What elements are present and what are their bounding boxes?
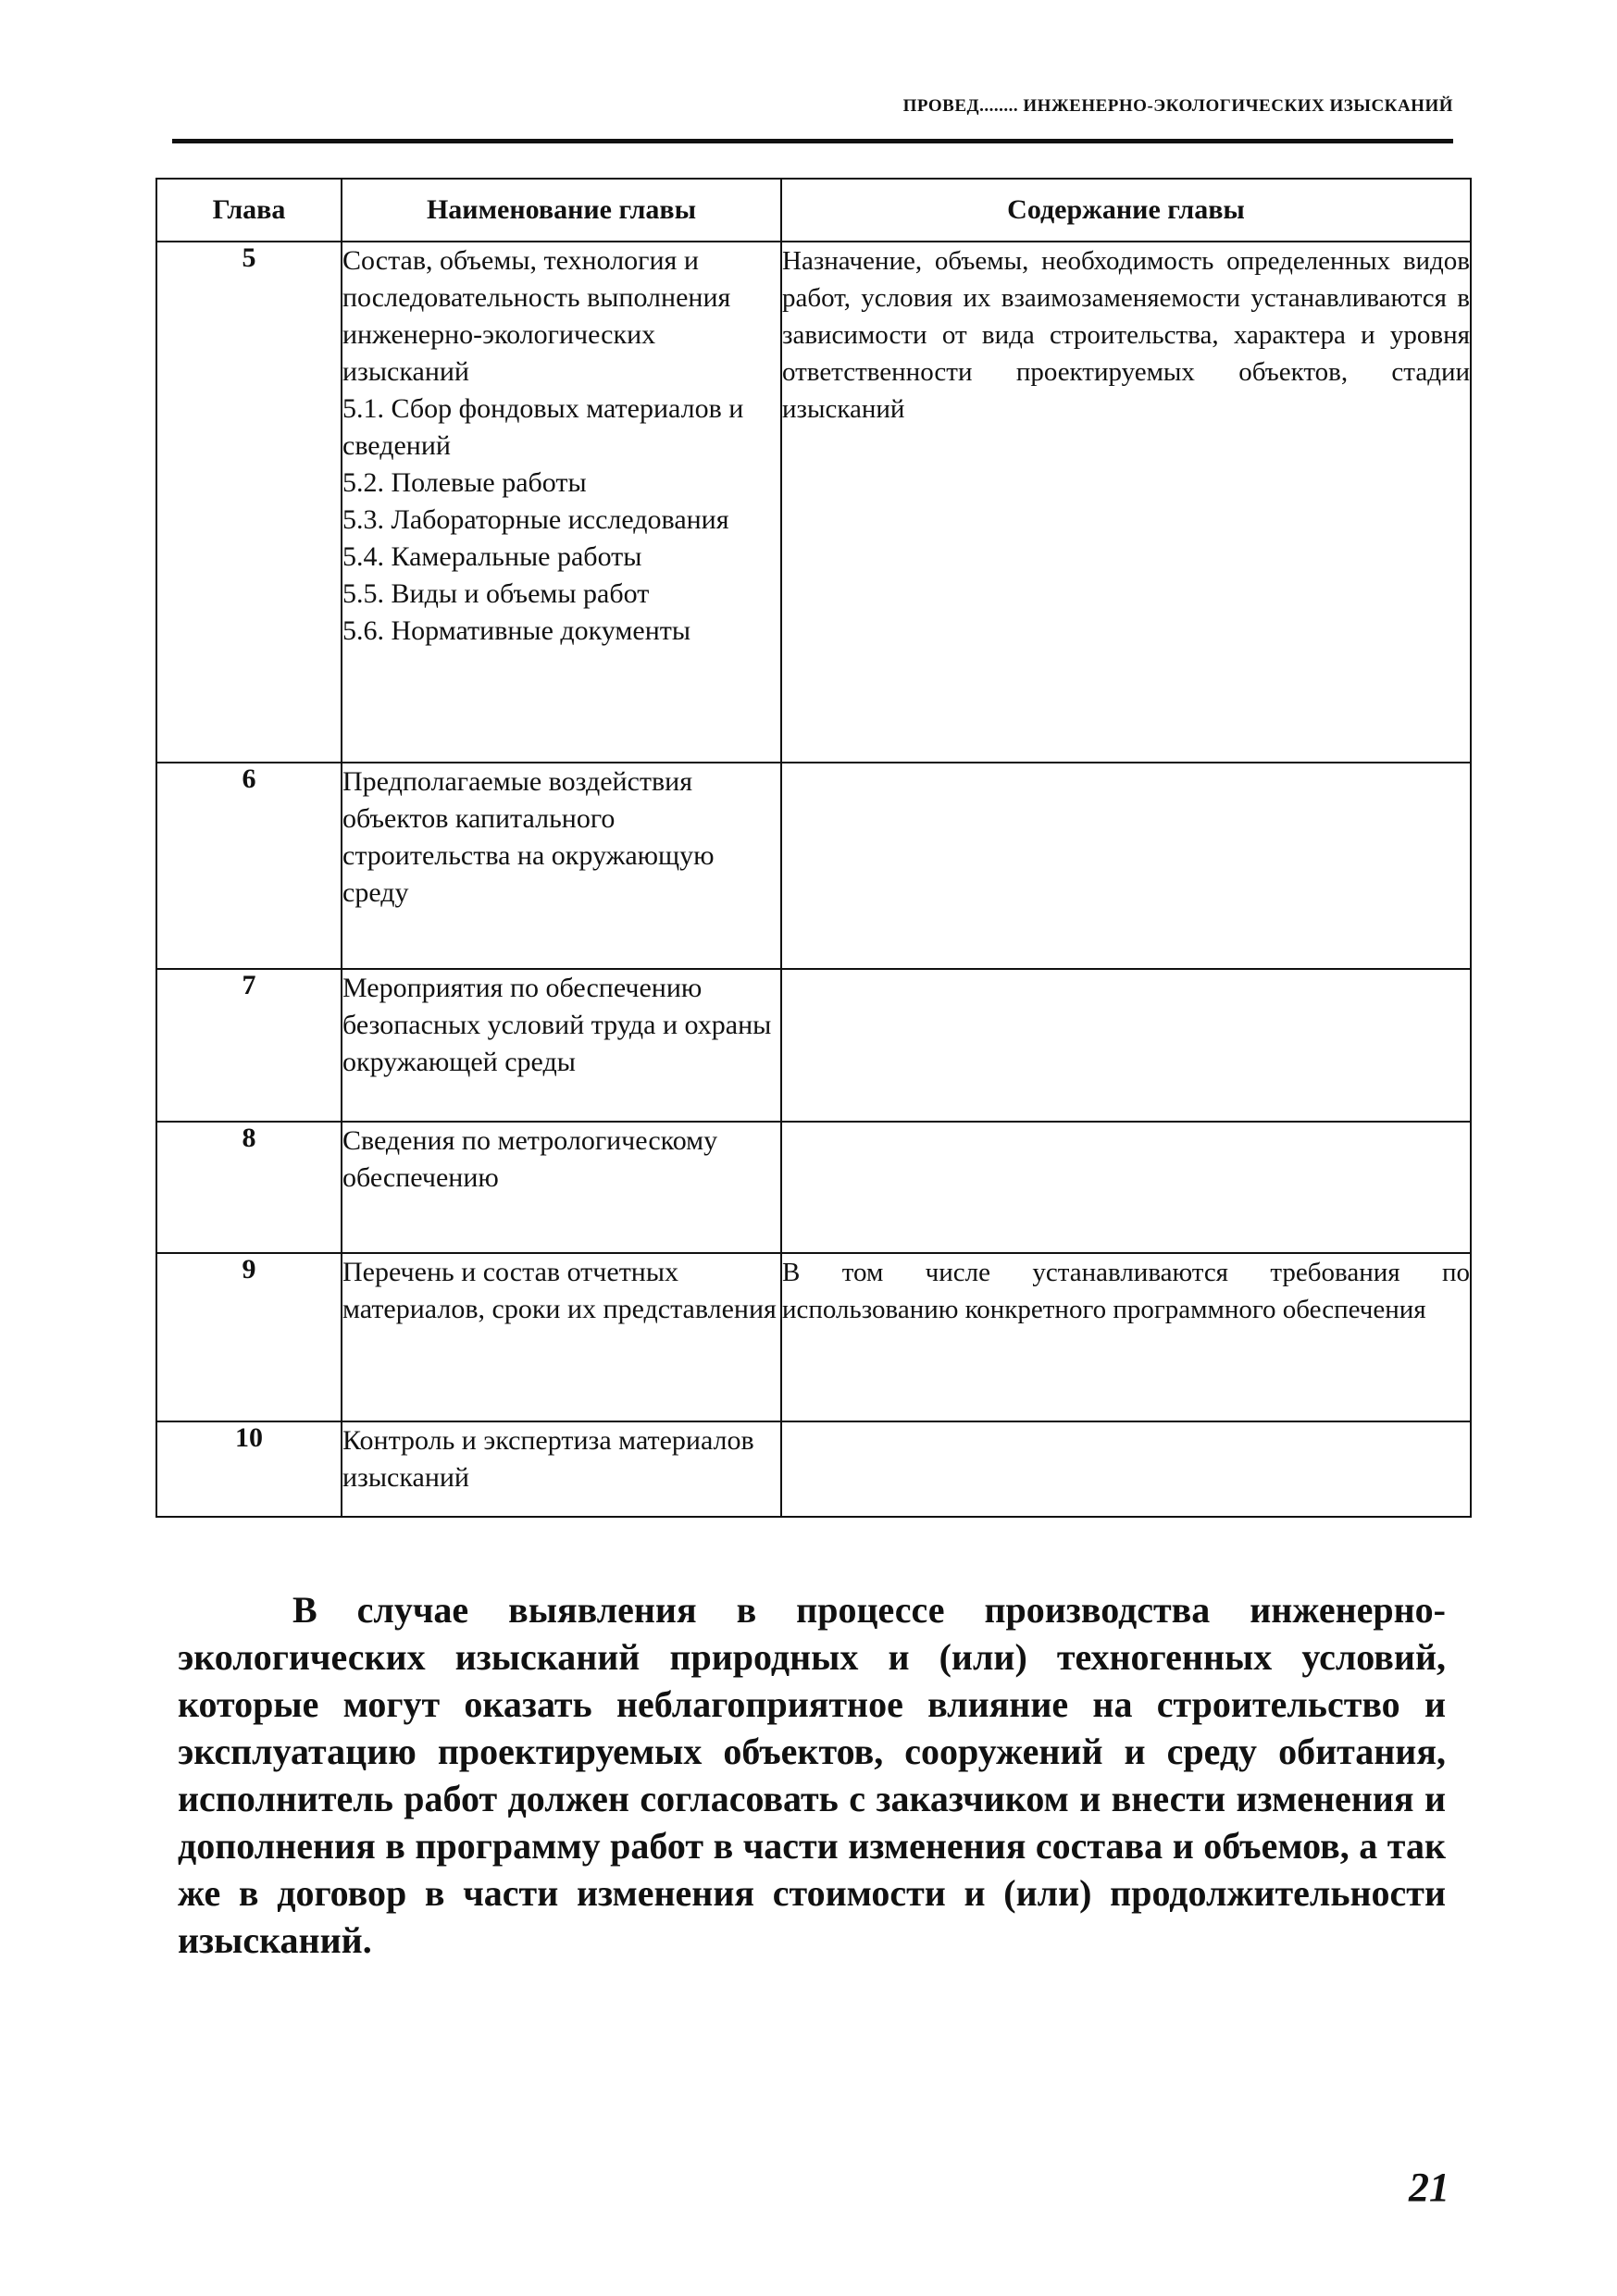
chapter-subsection: 5.6. Нормативные документы <box>342 615 691 646</box>
running-head: ПРОВЕД........ ИНЖЕНЕРНО-ЭКОЛОГИЧЕСКИХ ИЗЫСКАНИЙ <box>902 96 1453 116</box>
header-chapter: Глава <box>156 179 342 242</box>
chapter-title <box>342 1421 781 1517</box>
header-chapter-name: Наименование главы <box>342 179 781 242</box>
chapter-content: Назначение, объемы, необходимость определенных видов работ, условия их взаимозаменяемости устанавливаются в зависимости от вида строительства, характера и уровня ответственности проектируемых объектов, стадии изысканий <box>781 242 1471 763</box>
chapter-title <box>342 1122 781 1253</box>
page-number: 21 <box>1409 2165 1449 2210</box>
chapter-content: В том числе устанавливаются требования по использованию конкретного программного обеспечения <box>781 1253 1471 1421</box>
chapter-title-line: Сведения по метрологическому обеспечению <box>342 1125 718 1193</box>
chapter-number: 6 <box>156 763 342 969</box>
table-row <box>156 969 1471 1122</box>
header-rule <box>172 139 1453 143</box>
chapter-number: 5 <box>156 242 342 763</box>
table-row <box>156 1253 1471 1421</box>
chapter-subsection: 5.1. Сбор фондовых материалов и сведений <box>342 393 744 461</box>
table-row <box>156 1122 1471 1253</box>
chapter-title-line: Предполагаемые воздействия объектов капитального строительства на окружающую среду <box>342 766 715 908</box>
chapters-table <box>155 178 1472 1518</box>
chapter-title <box>342 242 781 763</box>
chapter-content <box>781 763 1471 969</box>
chapter-subsection: 5.5. Виды и объемы работ <box>342 578 650 609</box>
chapter-title-line: Контроль и экспертиза материалов изысканий <box>342 1425 754 1493</box>
chapter-title-line: Перечень и состав отчетных материалов, сроки их представления <box>342 1257 777 1324</box>
body-paragraph-block <box>178 1586 1446 1964</box>
chapter-number: 7 <box>156 969 342 1122</box>
chapter-number: 9 <box>156 1253 342 1421</box>
chapter-subsection: 5.2. Полевые работы <box>342 467 587 498</box>
chapter-content <box>781 1122 1471 1253</box>
table-row <box>156 763 1471 969</box>
chapter-content <box>781 1421 1471 1517</box>
chapter-title <box>342 1253 781 1421</box>
body-paragraph: В случае выявления в процессе производства инженерно-экологических изысканий природных и (или) техногенных условий, которые могут оказать неблагоприятное влияние на строительство и эксплуатацию проектируемых объектов, сооружений и среду обитания, исполнитель работ должен согласовать с заказчиком и внести изменения и дополнения в программу работ в части изменения состава и объемов, а так же в договор в части изменения стоимости и (или) продолжительности изысканий. <box>178 1589 1446 1961</box>
chapter-number: 10 <box>156 1421 342 1517</box>
chapter-title-line: Состав, объемы, технология и последовательность выполнения инженерно-экологических изысканий <box>342 245 731 387</box>
chapter-number: 8 <box>156 1122 342 1253</box>
table-header-row <box>156 179 1471 242</box>
chapter-subsection: 5.4. Камеральные работы <box>342 541 642 572</box>
chapter-subsection: 5.3. Лабораторные исследования <box>342 504 729 535</box>
chapter-content <box>781 969 1471 1122</box>
chapter-title-line: Мероприятия по обеспечению безопасных условий труда и охраны окружающей среды <box>342 973 772 1077</box>
chapter-title <box>342 969 781 1122</box>
header-chapter-content: Содержание главы <box>781 179 1471 242</box>
table-row <box>156 1421 1471 1517</box>
chapter-title <box>342 763 781 969</box>
table-row <box>156 242 1471 763</box>
